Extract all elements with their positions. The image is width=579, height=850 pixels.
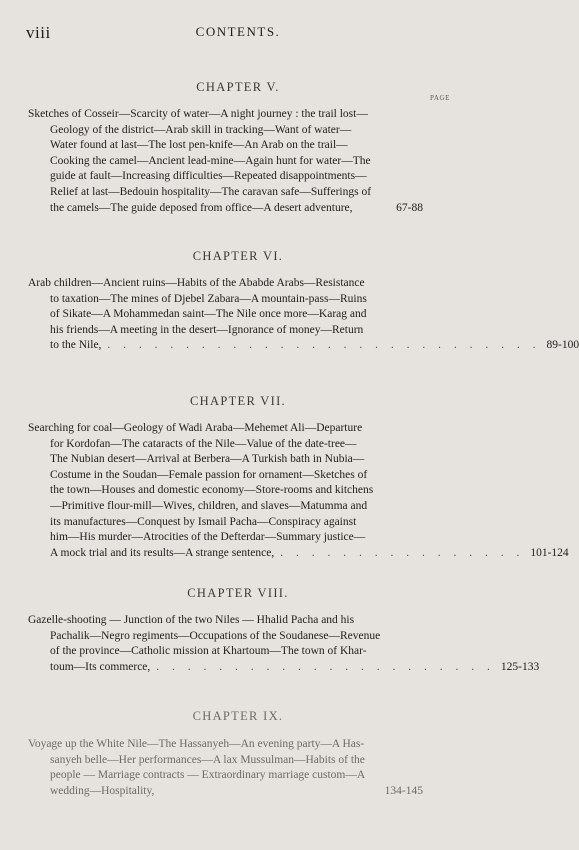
chapter-summary (28, 276, 579, 354)
page-range: 67-88 (396, 201, 423, 214)
page-range: 101-124 (530, 546, 569, 559)
summary-line: —Primitive flour-mill—Wives, children, and slaves—Matumma and (50, 499, 368, 512)
summary-line: A mock trial and its results—A strange sentence, (50, 546, 275, 559)
summary-line: Arab children—Ancient ruins—Habits of the Ababde Arabs—Resistance (28, 277, 365, 289)
summary-line: The Nubian desert—Arrival at Berbera—A Turkish bath in Nubia— (50, 453, 365, 466)
page-range: 89-100 (546, 339, 579, 352)
summary-line: Gazelle-shooting — Junction of the two Niles — Hhalid Pacha and his (28, 614, 355, 626)
summary-line: its manufactures—Conquest by Ismail Pacha—Conspiracy against (50, 515, 357, 528)
leader-dots: . . . . . . . . . . . . . . . . . . . . . . (156, 660, 495, 673)
summary-line: to the Nile, (50, 339, 102, 352)
leader-dots (353, 201, 397, 217)
leader-dots: . . . . . . . . . . . . . . . . . . . . . . . . . . . . (107, 339, 541, 352)
summary-line: wedding—Hospitality, (50, 784, 155, 797)
summary-line: to taxation—The mines of Djebel Zabara—A mountain-pass—Ruins (50, 292, 367, 305)
summary-last-line (28, 338, 579, 354)
page-range: 134-145 (384, 784, 423, 797)
summary-line: Searching for coal—Geology of Wadi Araba—Mehemet Ali—Departure (28, 422, 363, 434)
summary-line: the town—Houses and domestic economy—Store-rooms and kitchens (50, 484, 374, 497)
summary-line: him—His murder—Atrocities of the Defterdar—Summary justice— (50, 531, 366, 544)
running-head: CONTENTS. (195, 24, 281, 39)
summary-last-line (28, 201, 423, 217)
summary-line: Geology of the district—Arab skill in tracking—Want of water— (50, 123, 352, 136)
summary-line: sanyeh belle—Her performances—A lax Mussulman—Habits of the (50, 753, 365, 766)
summary-line: of Sikate—A Mohammedan saint—The Nile once more—Karag and (50, 308, 367, 321)
summary-line: Cooking the camel—Ancient lead-mine—Again hunt for water—The (50, 154, 371, 167)
summary-line: Pachalik—Negro regiments—Occupations of the Soudanese—Revenue (50, 629, 381, 642)
summary-last-line (28, 784, 423, 800)
chapter-summary (28, 107, 423, 216)
chapter-summary (28, 421, 569, 561)
leader-dots: . . . . . . . . . . . . . . . . (280, 546, 525, 559)
summary-line: the camels—The guide deposed from office—A desert adventure, (50, 201, 353, 214)
summary-last-line (28, 546, 569, 562)
page-number: viii (26, 23, 51, 42)
summary-line: guide at fault—Increasing difficulties—Repeated disappointments— (50, 170, 367, 183)
summary-line: of the province—Catholic mission at Khartoum—The town of Khar- (50, 645, 367, 658)
page-range: 125-133 (500, 660, 540, 673)
summary-line: people — Marriage contracts — Extraordinary marriage custom—A (50, 769, 366, 782)
summary-line: his friends—A meeting in the desert—Ignorance of money—Return (50, 323, 364, 336)
summary-line: Voyage up the White Nile—The Hassanyeh—An evening party—A Has- (28, 738, 365, 750)
chapter-summary (28, 737, 423, 799)
summary-last-line (28, 660, 540, 676)
chapter-heading: CHAPTER VII. (190, 394, 286, 408)
chapter-heading: CHAPTER IX. (192, 709, 284, 723)
summary-line: Relief at last—Bedouin hospitality—The caravan safe—Sufferings of (50, 185, 372, 198)
chapter-heading: CHAPTER V. (196, 80, 280, 94)
summary-line: Water found at last—The lost pen-knife—An Arab on the trail— (50, 139, 348, 152)
summary-line: Sketches of Cosseir—Scarcity of water—A night journey : the trail lost— (28, 108, 368, 120)
chapter-summary (28, 613, 540, 675)
chapter-heading: CHAPTER VI. (192, 249, 284, 263)
chapter-heading: CHAPTER VIII. (187, 586, 289, 600)
leader-dots (154, 784, 384, 800)
page-column-label: PAGE (430, 94, 451, 102)
summary-line: toum—Its commerce, (50, 660, 151, 673)
summary-line: for Kordofan—The cataracts of the Nile—Value of the date-tree— (50, 437, 357, 450)
summary-line: Costume in the Soudan—Female passion for ornament—Sketches of (50, 468, 368, 481)
